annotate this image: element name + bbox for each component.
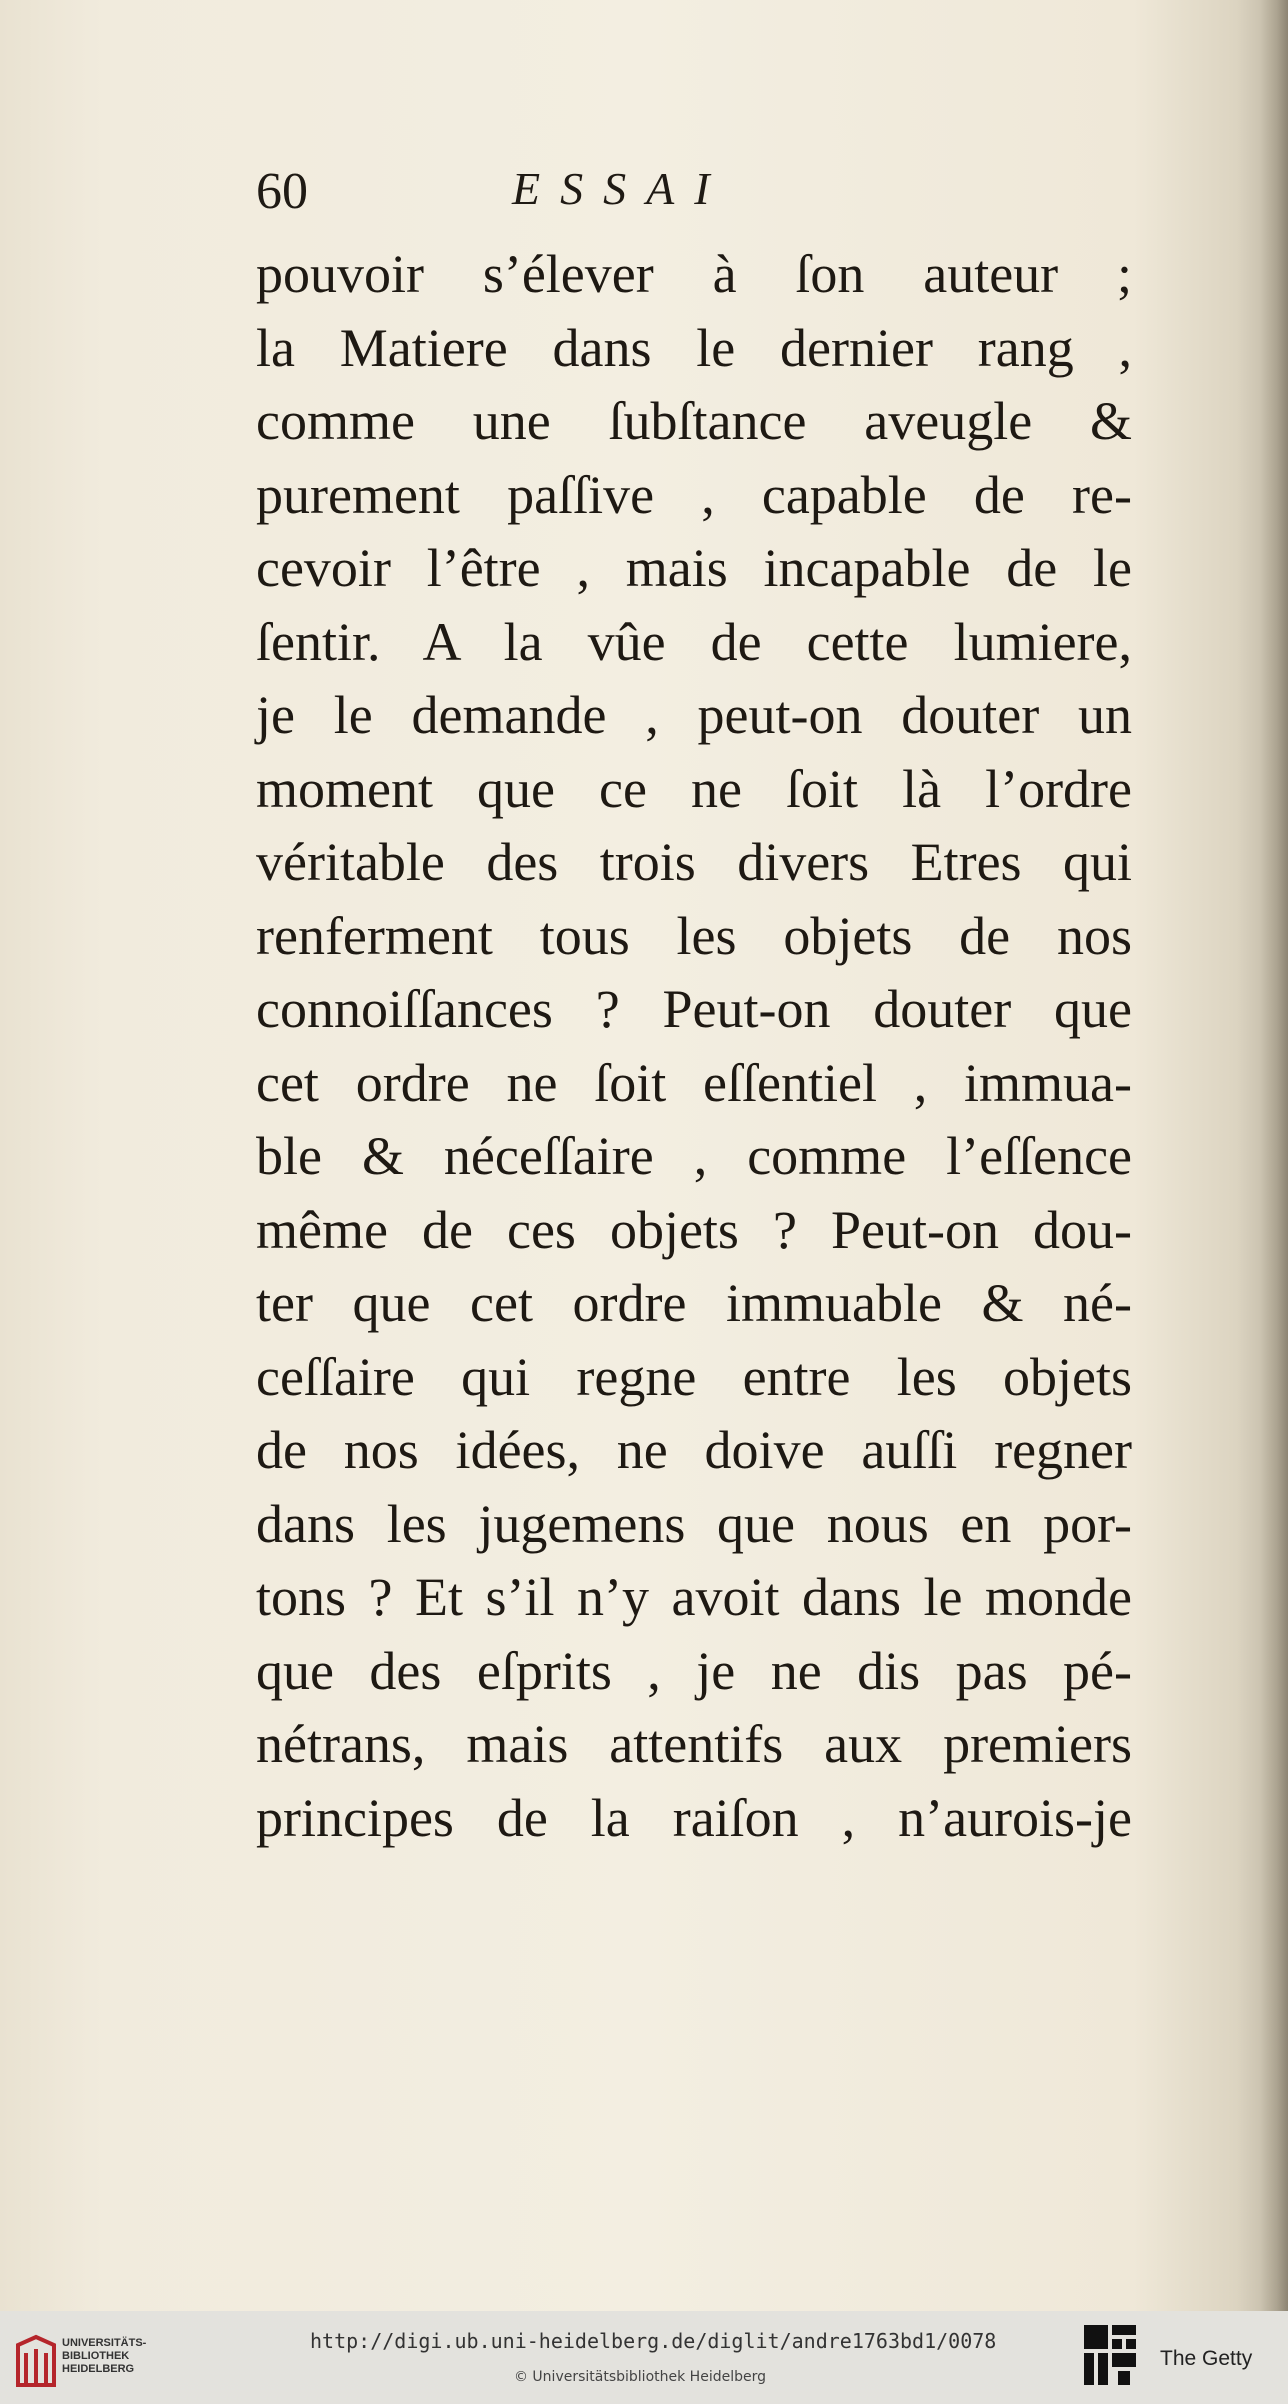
text-line: cet ordre ne ſoit eſſentiel , immua- <box>256 1052 1132 1113</box>
running-title: ESSAI <box>512 163 730 214</box>
university-library-logo[interactable] <box>14 2331 164 2391</box>
text-line: ter que cet ordre immuable & né- <box>256 1273 1132 1333</box>
text-line: nétrans, mais attentifs aux premiers <box>256 1714 1132 1774</box>
university-library-icon <box>14 2333 58 2389</box>
logo-line: BIBLIOTHEK <box>62 2350 130 2362</box>
text-line: ſentir. A la vûe de cette lumiere, <box>256 611 1132 672</box>
getty-icon <box>1082 2323 1140 2389</box>
text-line: même de ces objets ? Peut-on dou- <box>256 1199 1132 1260</box>
text-line: ble & néceſſaire , comme l’eſſence <box>256 1126 1132 1186</box>
getty-label: The Getty <box>1160 2347 1253 2370</box>
getty-logo[interactable] <box>1082 2323 1282 2393</box>
page-number: 60 <box>256 163 308 220</box>
logo-line: HEIDELBERG <box>62 2363 135 2375</box>
page-header <box>256 162 1156 232</box>
text-line: de nos idées, ne doive auſſi regner <box>256 1420 1132 1480</box>
text-line: dans les jugemens que nous en por- <box>256 1493 1132 1554</box>
text-line: cevoir l’être , mais incapable de le <box>256 538 1132 598</box>
text-line: ceſſaire qui regne entre les objets <box>256 1346 1132 1407</box>
university-library-label <box>62 2337 146 2376</box>
text-line: pouvoir s’élever à ſon auteur ; <box>256 244 1132 304</box>
text-line: véritable des trois divers Etres qui <box>256 832 1132 892</box>
copyright-notice: © Universitätsbibliothek Heidelberg <box>513 2369 766 2385</box>
text-line: moment que ce ne ſoit là l’ordre <box>256 758 1132 819</box>
body-text <box>256 238 1132 1855</box>
text-line: connoiſſances ? Peut-on douter que <box>256 979 1132 1039</box>
logo-line: UNIVERSITÄTS- <box>62 2337 147 2349</box>
text-line: comme une ſubſtance aveugle & <box>256 391 1132 451</box>
source-url-link[interactable]: http://digi.ub.uni-heidelberg.de/diglit/andre1763bd1/0078 <box>310 2329 997 2353</box>
text-line: purement paſſive , capable de re- <box>256 464 1132 525</box>
text-line: principes de la raiſon , n’aurois-je <box>256 1787 1132 1848</box>
text-line: renferment tous les objets de nos <box>256 905 1132 966</box>
text-line: tons ? Et s’il n’y avoit dans le monde <box>256 1567 1132 1627</box>
viewer-footer <box>0 2311 1288 2404</box>
text-line: que des eſprits , je ne dis pas pé- <box>256 1640 1132 1701</box>
text-line: la Matiere dans le dernier rang , <box>256 317 1132 378</box>
text-line: je le demande , peut-on douter un <box>256 685 1132 745</box>
